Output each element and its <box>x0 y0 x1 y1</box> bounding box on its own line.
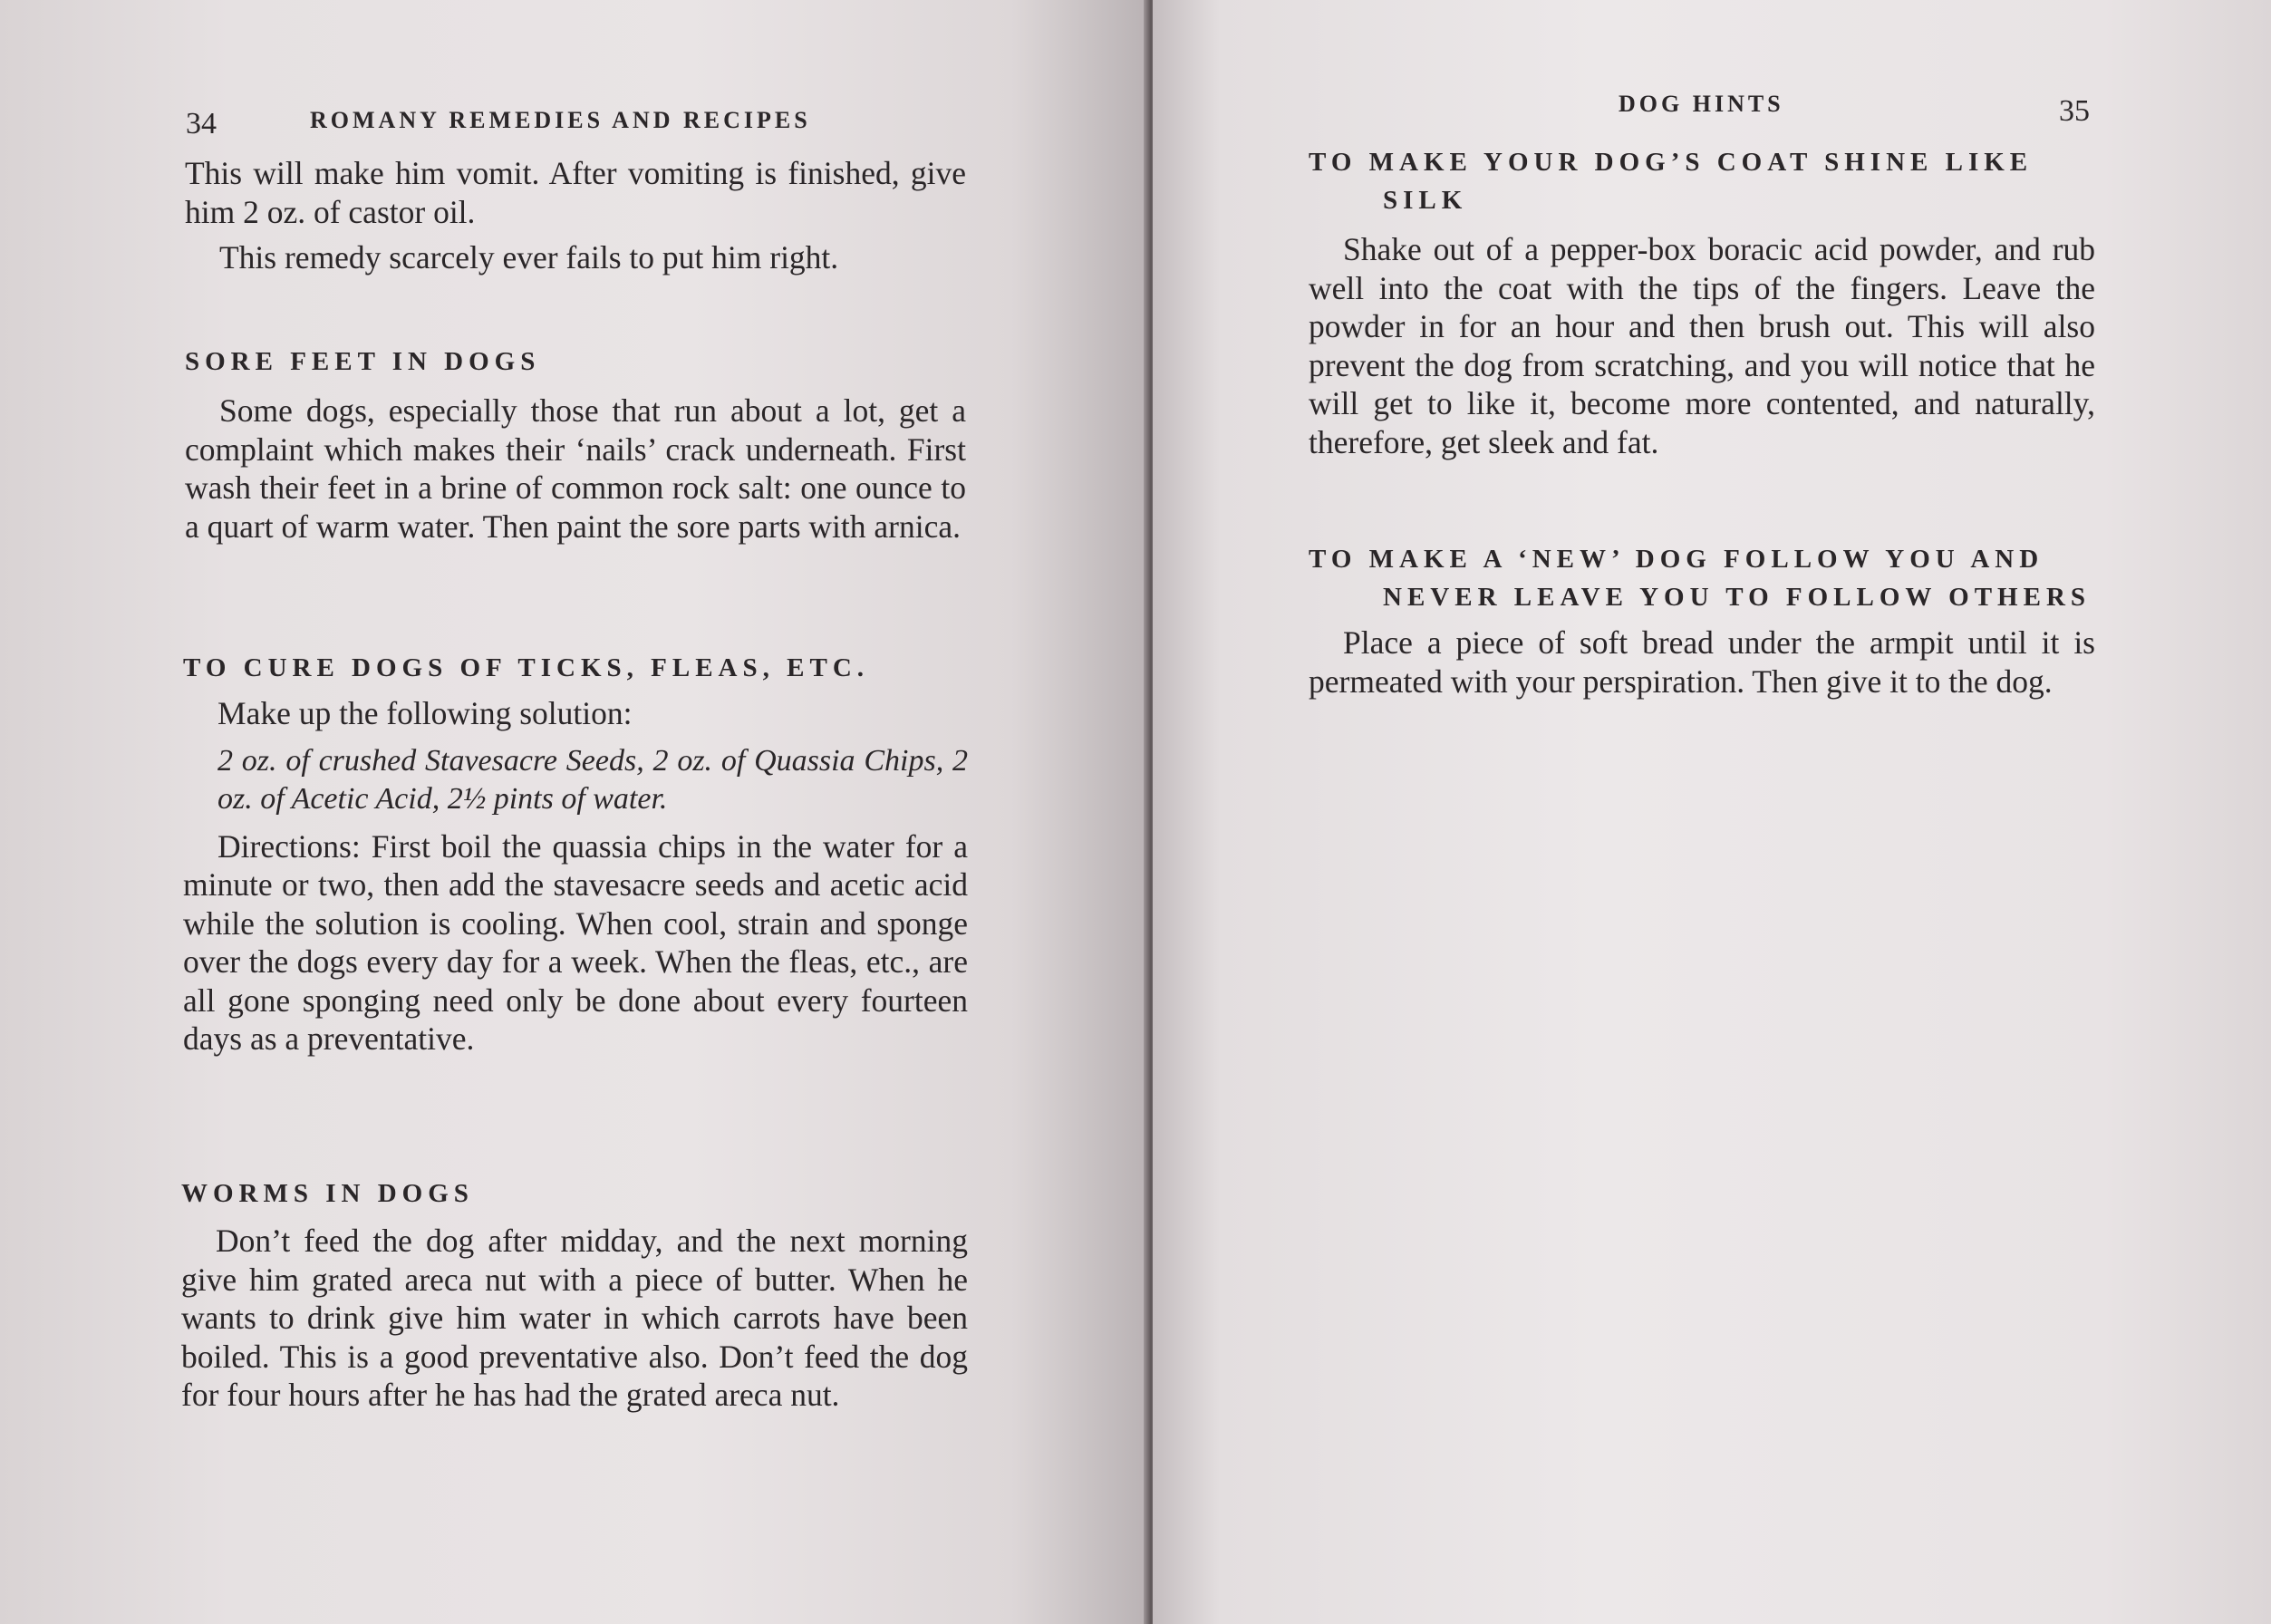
paragraph: Make up the following solution: <box>217 695 633 731</box>
section-sore-feet <box>185 343 966 546</box>
running-head-right: DOG HINTS <box>1619 91 1784 117</box>
paragraph: This remedy scarcely ever fails to put him right. <box>219 239 839 276</box>
section-heading: SORE FEET IN DOGS <box>185 347 541 376</box>
page-number-left: 34 <box>186 107 217 140</box>
recipe-formula: 2 oz. of crushed Stavesacre Seeds, 2 oz. of Quassia Chips, 2 oz. of Acetic Acid, 2½ pints of water. <box>217 743 968 816</box>
paragraph: This will make him vomit. After vomiting is finished, give him 2 oz. of castor oil. <box>185 155 966 230</box>
paragraph: Place a piece of soft bread under the armpit until it is permeated with your perspiration. Then give it to the dog. <box>1309 624 2095 700</box>
heading-line: TO MAKE YOUR DOG’S COAT SHINE LIKE <box>1309 148 2034 177</box>
heading-line: SILK <box>1383 186 1468 215</box>
section-heading: WORMS IN DOGS <box>181 1179 474 1208</box>
paragraph: Directions: First boil the quassia chips in the water for a minute or two, then add the stavesacre seeds and acetic acid while the solution is cooling. When cool, strain and sponge over the dogs every day for a week. When the fleas, etc., are all gone sponging need only be done about every fourteen days as a preventative. <box>183 827 968 1057</box>
section-heading: TO CURE DOGS OF TICKS, FLEAS, ETC. <box>183 653 870 682</box>
paragraph: Shake out of a pepper-box boracic acid powder, and rub well into the coat with the tips of the fingers. Leave the powder in for an hour and then brush out. This will also prevent the dog from scratching, and you will notice that he will get to like it, become more contented, and naturally, therefore, get sleek and fat. <box>1309 231 2095 460</box>
section-worms <box>181 1174 968 1415</box>
section-heading <box>1309 540 2095 616</box>
continued-text <box>185 154 966 277</box>
section-ticks-fleas <box>183 649 968 1058</box>
section-coat-shine <box>1309 143 2095 461</box>
heading-line: NEVER LEAVE YOU TO FOLLOW OTHERS <box>1383 583 2092 612</box>
right-page <box>1153 0 2271 1624</box>
paragraph: Don’t feed the dog after midday, and the next morning give him grated areca nut with a piece of butter. When he wants to drink give him water in which carrots have been boiled. This is a good preventative also. Don’t feed the dog for four hours after he has had the grated areca nut. <box>181 1223 968 1413</box>
section-new-dog <box>1309 540 2095 701</box>
paragraph: Some dogs, especially those that run about a lot, get a complaint which makes their ‘nails’ crack underneath. First wash their feet in a brine of common rock salt: one ounce to a quart of warm water. Then paint the sore parts with arnica. <box>185 392 966 545</box>
running-head-left: ROMANY REMEDIES AND RECIPES <box>310 107 811 133</box>
page-number-right: 35 <box>2059 94 2090 128</box>
heading-line: TO MAKE A ‘NEW’ DOG FOLLOW YOU AND <box>1309 545 2044 574</box>
section-heading <box>1309 143 2095 219</box>
